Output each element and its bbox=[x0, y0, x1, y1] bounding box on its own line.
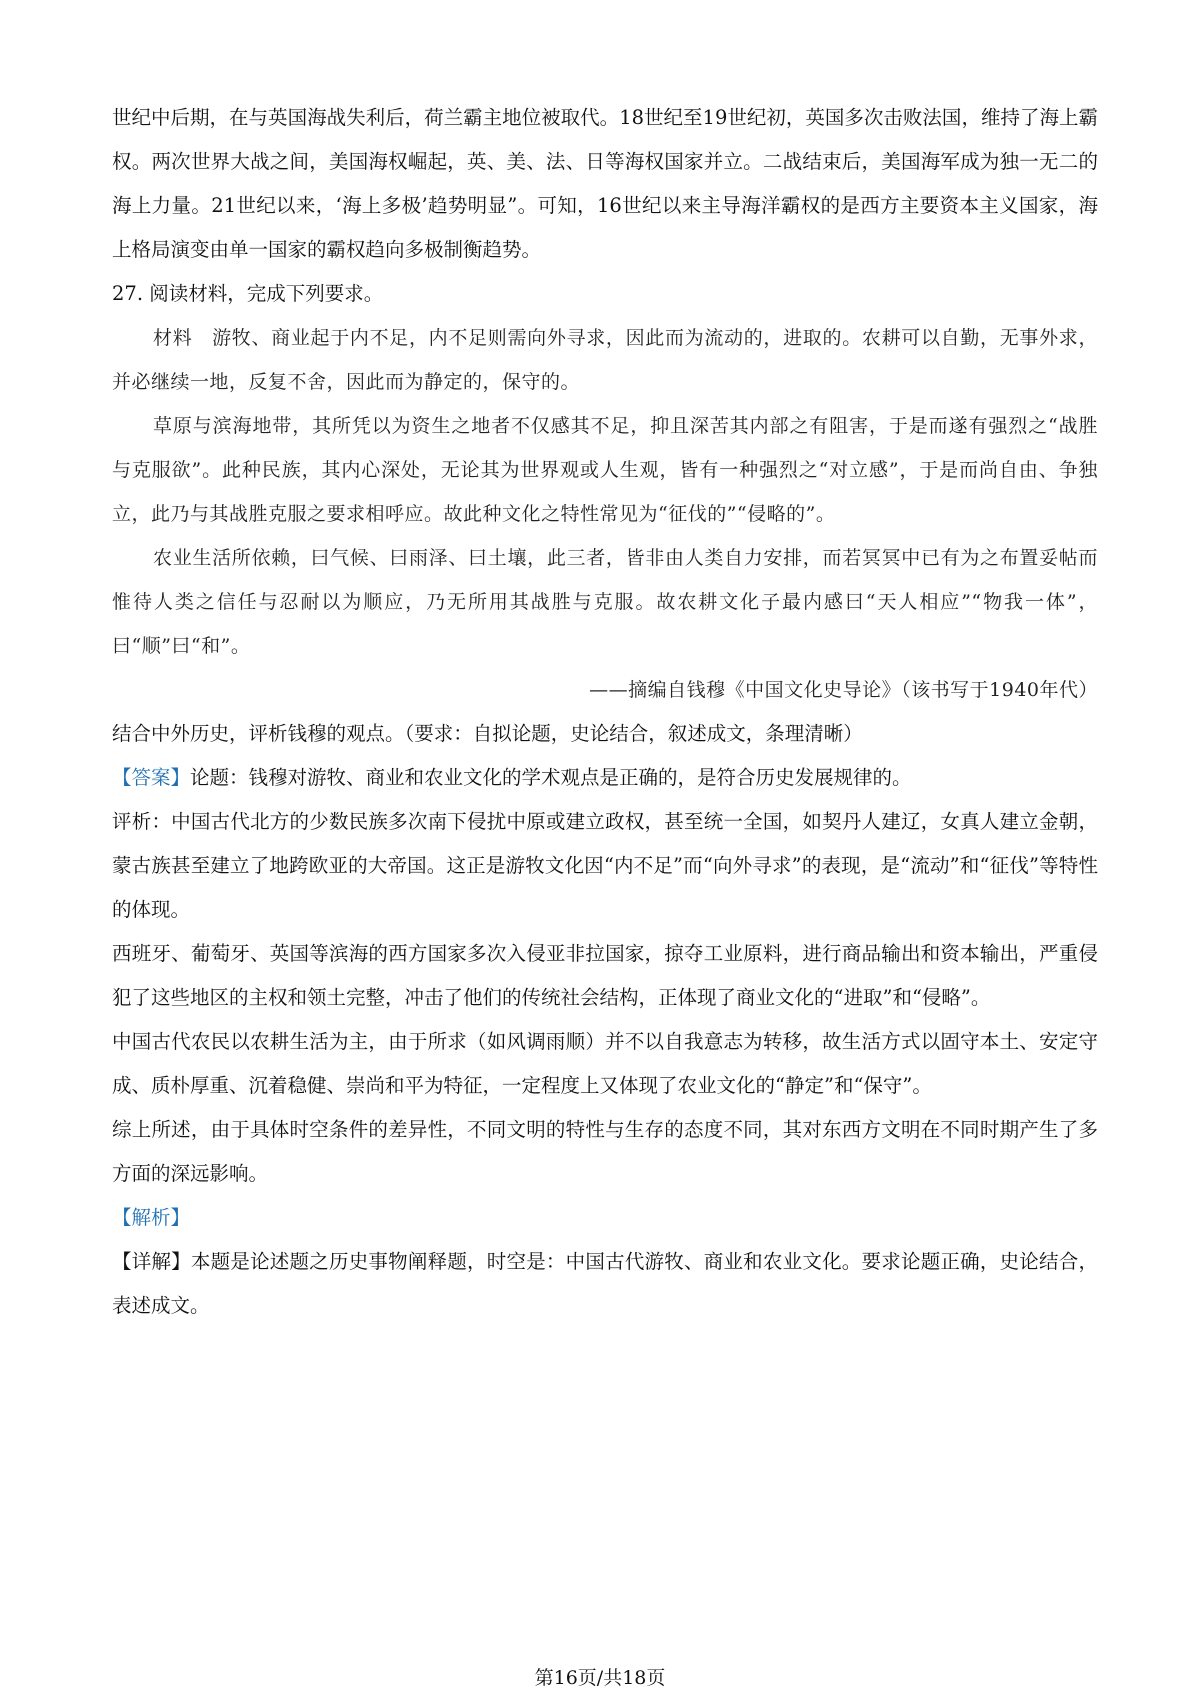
detail-paragraph bbox=[112, 1240, 1098, 1328]
answer-paragraph bbox=[112, 756, 1098, 800]
answer-paragraph-maritime: 西班牙、葡萄牙、英国等滨海的西方国家多次入侵亚非拉国家，掠夺工业原料，进行商品输出和资本输出，严重侵犯了这些地区的主权和领土完整，冲击了他们的传统社会结构，正体现了商业文化的“进取”和“侵略”。 bbox=[112, 942, 1098, 1009]
answer-paragraph-nomads: 评析：中国古代北方的少数民族多次南下侵扰中原或建立政权，甚至统一全国，如契丹人建辽，女真人建立金朝，蒙古族甚至建立了地跨欧亚的大帝国。这正是游牧文化因“内不足”而“向外寻求”的表现，是“流动”和“征伐”等特性的体现。 bbox=[112, 810, 1098, 921]
question-27-stem: 27. 阅读材料，完成下列要求。 bbox=[112, 282, 384, 305]
answer-paragraph-conclusion: 综上所述，由于具体时空条件的差异性，不同文明的特性与生存的态度不同，其对东西方文明在不同时期产生了多方面的深远影响。 bbox=[112, 1118, 1098, 1185]
material-source: ——摘编自钱穆《中国文化史导论》（该书写于1940年代） bbox=[589, 679, 1098, 701]
question-27-task: 结合中外历史，评析钱穆的观点。（要求：自拟论题，史论结合，叙述成文，条理清晰） bbox=[112, 722, 863, 745]
material-paragraph-1: 材料 游牧、商业起于内不足，内不足则需向外寻求，因此而为流动的，进取的。农耕可以自勤，无事外求，并必继续一地，反复不舍，因此而为静定的，保守的。 bbox=[112, 327, 1098, 393]
paragraph-previous-answer: 世纪中后期，在与英国海战失利后，荷兰霸主地位被取代。18世纪至19世纪初，英国多次击败法国，维持了海上霸权。两次世界大战之间，美国海权崛起，英、美、法、日等海权国家并立。二战结束后，美国海军成为独一无二的海上力量。21世纪以来，‘海上多极’趋势明显”。可知，16世纪以来主导海洋霸权的是西方主要资本主义国家，海上格局演变由单一国家的霸权趋向多极制衡趋势。 bbox=[112, 106, 1098, 261]
answer-paragraph-agriculture: 中国古代农民以农耕生活为主，由于所求（如风调雨顺）并不以自我意志为转移，故生活方式以固守本土、安定守成、质朴厚重、沉着稳健、崇尚和平为特征，一定程度上又体现了农业文化的“静定”和“保守”。 bbox=[112, 1030, 1098, 1097]
detail-tag: 【详解】 bbox=[112, 1250, 191, 1273]
detail-text: 本题是论述题之历史事物阐释题，时空是：中国古代游牧、商业和农业文化。要求论题正确，史论结合，表述成文。 bbox=[112, 1250, 1098, 1317]
page-content bbox=[112, 96, 1098, 1328]
answer-tag: 【答案】 bbox=[112, 766, 191, 789]
material-paragraph-2: 草原与滨海地带，其所凭以为资生之地者不仅感其不足，抑且深苦其内部之有阻害，于是而遂有强烈之“战胜与克服欲”。此种民族，其内心深处，无论其为世界观或人生观，皆有一种强烈之“对立感”，于是而尚自由、争独立，此乃与其战胜克服之要求相呼应。故此种文化之特性常见为“征伐的”“侵略的”。 bbox=[112, 415, 1098, 525]
material-paragraph-3: 农业生活所依赖，曰气候、曰雨泽、曰土壤，此三者，皆非由人类自力安排，而若冥冥中已有为之布置妥帖而惟待人类之信任与忍耐以为顺应，乃无所用其战胜与克服。故农耕文化子最内感曰“天人相应”“物我一体”，曰“顺”曰“和”。 bbox=[112, 547, 1098, 657]
analysis-tag: 【解析】 bbox=[112, 1206, 191, 1229]
answer-thesis: 论题：钱穆对游牧、商业和农业文化的学术观点是正确的，是符合历史发展规律的。 bbox=[190, 766, 912, 789]
page-number-footer: 第16页/共18页 bbox=[534, 1667, 666, 1689]
